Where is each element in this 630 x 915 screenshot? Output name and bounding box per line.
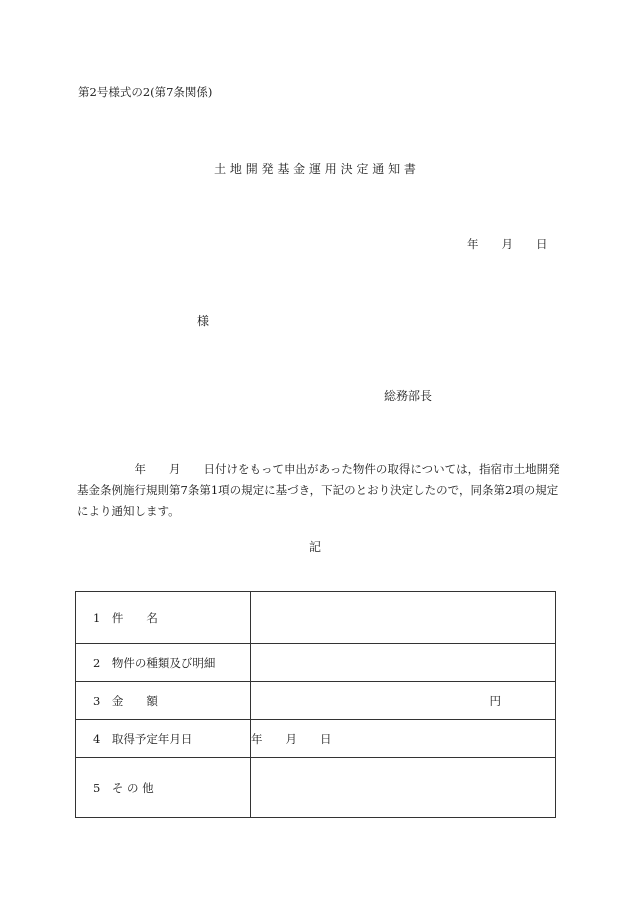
table-row — [76, 592, 556, 644]
ki-heading: 記 — [308, 540, 321, 554]
row-label-property-type: 2 物件の種類及び明細 — [76, 644, 251, 682]
sender-title: 総務部長 — [384, 389, 433, 403]
row-value-item-name — [251, 592, 556, 644]
yen-unit: 円 — [489, 693, 501, 708]
detail-table — [75, 591, 556, 818]
table-row — [76, 758, 556, 818]
table-row — [76, 682, 556, 720]
document-title: 土 地 開 発 基 金 運 用 決 定 通 知 書 — [214, 162, 416, 176]
form-number: 第2号様式の2(第7条関係) — [78, 85, 213, 99]
notice-body: 年 月 日付けをもって申出があった物件の取得については，指宿市土地開発基金条例施行規則第7条第1項の規定に基づき，下記のとおり決定したので，同条第2項の規定により通知します。 — [77, 462, 560, 518]
row-label-amount: 3 金 額 — [76, 682, 251, 720]
row-value-other — [251, 758, 556, 818]
row-label-acquisition-date: 4 取得予定年月日 — [76, 720, 251, 758]
issue-date: 年 月 日 — [467, 237, 548, 251]
row-value-amount — [251, 682, 556, 720]
row-label-item-name: 1 件 名 — [76, 592, 251, 644]
row-value-acquisition-date: 年 月 日 — [251, 720, 556, 758]
table-row — [76, 644, 556, 682]
table-row — [76, 720, 556, 758]
row-value-property-type — [251, 644, 556, 682]
row-label-other: 5 そ の 他 — [76, 758, 251, 818]
recipient-honorific: 様 — [197, 314, 210, 328]
